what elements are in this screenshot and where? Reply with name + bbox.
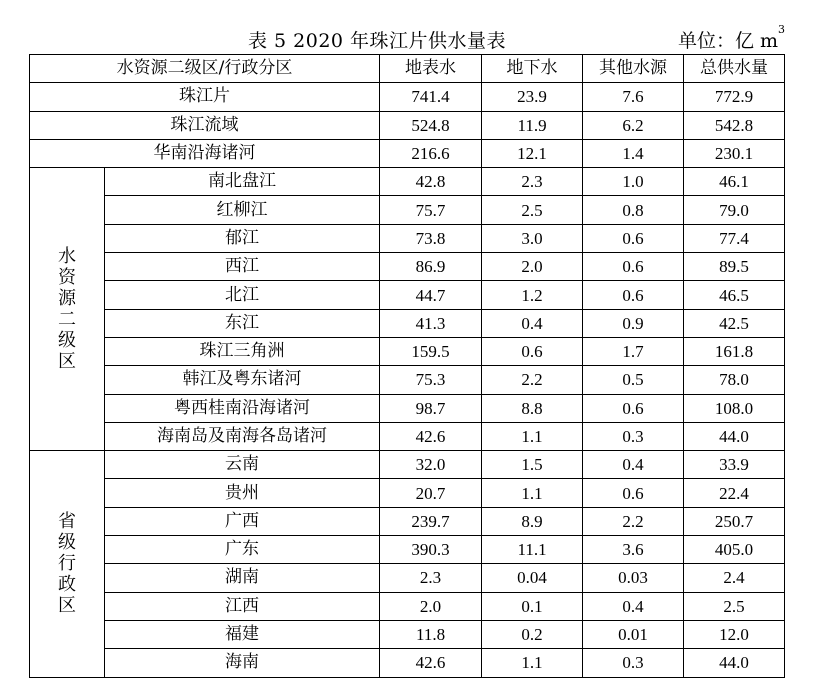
row-label: 红柳江 bbox=[105, 196, 380, 224]
table-row bbox=[30, 422, 785, 450]
table-row bbox=[30, 196, 785, 224]
row-label: 东江 bbox=[105, 309, 380, 337]
row-label: 韩江及粤东诸河 bbox=[105, 366, 380, 394]
row-label: 西江 bbox=[105, 253, 380, 281]
value-cell: 0.8 bbox=[583, 196, 684, 224]
row-label: 云南 bbox=[105, 451, 380, 479]
value-cell: 0.6 bbox=[583, 224, 684, 252]
table-row bbox=[30, 620, 785, 648]
value-cell: 405.0 bbox=[684, 536, 785, 564]
value-cell: 1.7 bbox=[583, 337, 684, 365]
value-cell: 2.2 bbox=[583, 507, 684, 535]
row-label: 江西 bbox=[105, 592, 380, 620]
value-cell: 41.3 bbox=[380, 309, 482, 337]
value-cell: 0.3 bbox=[583, 649, 684, 677]
value-cell: 0.6 bbox=[583, 281, 684, 309]
value-cell: 2.0 bbox=[380, 592, 482, 620]
value-cell: 0.2 bbox=[482, 620, 583, 648]
value-cell: 6.2 bbox=[583, 111, 684, 139]
table-row bbox=[30, 337, 785, 365]
value-cell: 1.5 bbox=[482, 451, 583, 479]
table-title: 表 5 2020 年珠江片供水量表 bbox=[248, 30, 507, 52]
value-cell: 159.5 bbox=[380, 337, 482, 365]
value-cell: 250.7 bbox=[684, 507, 785, 535]
value-cell: 11.9 bbox=[482, 111, 583, 139]
value-cell: 0.6 bbox=[482, 337, 583, 365]
value-cell: 79.0 bbox=[684, 196, 785, 224]
table-row bbox=[30, 451, 785, 479]
value-cell: 73.8 bbox=[380, 224, 482, 252]
row-label: 海南岛及南海各岛诸河 bbox=[105, 422, 380, 450]
value-cell: 0.6 bbox=[583, 479, 684, 507]
row-label: 海南 bbox=[105, 649, 380, 677]
row-label: 珠江三角洲 bbox=[105, 337, 380, 365]
row-label: 南北盘江 bbox=[105, 168, 380, 196]
value-cell: 75.3 bbox=[380, 366, 482, 394]
value-cell: 22.4 bbox=[684, 479, 785, 507]
value-cell: 7.6 bbox=[583, 83, 684, 111]
value-cell: 0.9 bbox=[583, 309, 684, 337]
unit-superscript: 3 bbox=[778, 23, 785, 36]
value-cell: 0.5 bbox=[583, 366, 684, 394]
table-caption bbox=[0, 23, 831, 52]
value-cell: 230.1 bbox=[684, 139, 785, 167]
value-cell: 772.9 bbox=[684, 83, 785, 111]
value-cell: 86.9 bbox=[380, 253, 482, 281]
row-label: 粤西桂南沿海诸河 bbox=[105, 394, 380, 422]
value-cell: 542.8 bbox=[684, 111, 785, 139]
column-header-total-supply: 总供水量 bbox=[684, 55, 785, 83]
value-cell: 89.5 bbox=[684, 253, 785, 281]
value-cell: 2.2 bbox=[482, 366, 583, 394]
table-row bbox=[30, 168, 785, 196]
value-cell: 12.1 bbox=[482, 139, 583, 167]
group-label: 水资源二级区 bbox=[58, 246, 76, 373]
table-row bbox=[30, 139, 785, 167]
value-cell: 524.8 bbox=[380, 111, 482, 139]
unit-label bbox=[677, 23, 785, 53]
value-cell: 1.4 bbox=[583, 139, 684, 167]
column-header-groundwater: 地下水 bbox=[482, 55, 583, 83]
unit-text: 单位：亿 m bbox=[677, 30, 778, 52]
table-row bbox=[30, 507, 785, 535]
value-cell: 1.2 bbox=[482, 281, 583, 309]
value-cell: 3.6 bbox=[583, 536, 684, 564]
value-cell: 75.7 bbox=[380, 196, 482, 224]
value-cell: 0.4 bbox=[482, 309, 583, 337]
value-cell: 44.0 bbox=[684, 649, 785, 677]
value-cell: 44.7 bbox=[380, 281, 482, 309]
value-cell: 2.5 bbox=[684, 592, 785, 620]
row-label: 珠江流域 bbox=[30, 111, 380, 139]
table-row bbox=[30, 564, 785, 592]
value-cell: 0.04 bbox=[482, 564, 583, 592]
value-cell: 0.6 bbox=[583, 253, 684, 281]
table-row bbox=[30, 536, 785, 564]
table-row bbox=[30, 281, 785, 309]
value-cell: 1.0 bbox=[583, 168, 684, 196]
value-cell: 77.4 bbox=[684, 224, 785, 252]
table-row bbox=[30, 111, 785, 139]
value-cell: 1.1 bbox=[482, 479, 583, 507]
table-row bbox=[30, 309, 785, 337]
row-label: 华南沿海诸河 bbox=[30, 139, 380, 167]
row-label: 贵州 bbox=[105, 479, 380, 507]
value-cell: 11.8 bbox=[380, 620, 482, 648]
group-label-cell bbox=[30, 451, 105, 677]
column-header-other-sources: 其他水源 bbox=[583, 55, 684, 83]
header-row bbox=[30, 55, 785, 83]
value-cell: 216.6 bbox=[380, 139, 482, 167]
value-cell: 46.1 bbox=[684, 168, 785, 196]
table-row bbox=[30, 649, 785, 677]
value-cell: 108.0 bbox=[684, 394, 785, 422]
row-label: 福建 bbox=[105, 620, 380, 648]
row-label: 北江 bbox=[105, 281, 380, 309]
value-cell: 78.0 bbox=[684, 366, 785, 394]
value-cell: 0.1 bbox=[482, 592, 583, 620]
value-cell: 46.5 bbox=[684, 281, 785, 309]
group-label: 省级行政区 bbox=[58, 511, 76, 617]
value-cell: 1.1 bbox=[482, 422, 583, 450]
value-cell: 23.9 bbox=[482, 83, 583, 111]
value-cell: 42.6 bbox=[380, 422, 482, 450]
value-cell: 42.5 bbox=[684, 309, 785, 337]
row-label: 珠江片 bbox=[30, 83, 380, 111]
value-cell: 390.3 bbox=[380, 536, 482, 564]
value-cell: 33.9 bbox=[684, 451, 785, 479]
value-cell: 239.7 bbox=[380, 507, 482, 535]
table-row bbox=[30, 394, 785, 422]
table-row bbox=[30, 366, 785, 394]
value-cell: 3.0 bbox=[482, 224, 583, 252]
value-cell: 0.6 bbox=[583, 394, 684, 422]
row-label: 广西 bbox=[105, 507, 380, 535]
value-cell: 11.1 bbox=[482, 536, 583, 564]
table-row bbox=[30, 592, 785, 620]
value-cell: 1.1 bbox=[482, 649, 583, 677]
value-cell: 2.5 bbox=[482, 196, 583, 224]
value-cell: 741.4 bbox=[380, 83, 482, 111]
table-row bbox=[30, 479, 785, 507]
column-header-surface-water: 地表水 bbox=[380, 55, 482, 83]
group-label-cell bbox=[30, 168, 105, 451]
value-cell: 2.4 bbox=[684, 564, 785, 592]
value-cell: 12.0 bbox=[684, 620, 785, 648]
value-cell: 0.4 bbox=[583, 592, 684, 620]
value-cell: 44.0 bbox=[684, 422, 785, 450]
value-cell: 42.8 bbox=[380, 168, 482, 196]
value-cell: 8.8 bbox=[482, 394, 583, 422]
value-cell: 161.8 bbox=[684, 337, 785, 365]
value-cell: 32.0 bbox=[380, 451, 482, 479]
value-cell: 20.7 bbox=[380, 479, 482, 507]
table-row bbox=[30, 224, 785, 252]
value-cell: 0.3 bbox=[583, 422, 684, 450]
value-cell: 98.7 bbox=[380, 394, 482, 422]
value-cell: 2.3 bbox=[380, 564, 482, 592]
value-cell: 2.3 bbox=[482, 168, 583, 196]
water-supply-table bbox=[29, 54, 785, 678]
row-label: 广东 bbox=[105, 536, 380, 564]
table-body bbox=[30, 83, 785, 677]
table-row bbox=[30, 83, 785, 111]
value-cell: 0.03 bbox=[583, 564, 684, 592]
column-header-region: 水资源二级区/行政分区 bbox=[30, 55, 380, 83]
row-label: 湖南 bbox=[105, 564, 380, 592]
value-cell: 2.0 bbox=[482, 253, 583, 281]
row-label: 郁江 bbox=[105, 224, 380, 252]
value-cell: 42.6 bbox=[380, 649, 482, 677]
value-cell: 0.4 bbox=[583, 451, 684, 479]
table-row bbox=[30, 253, 785, 281]
value-cell: 0.01 bbox=[583, 620, 684, 648]
value-cell: 8.9 bbox=[482, 507, 583, 535]
